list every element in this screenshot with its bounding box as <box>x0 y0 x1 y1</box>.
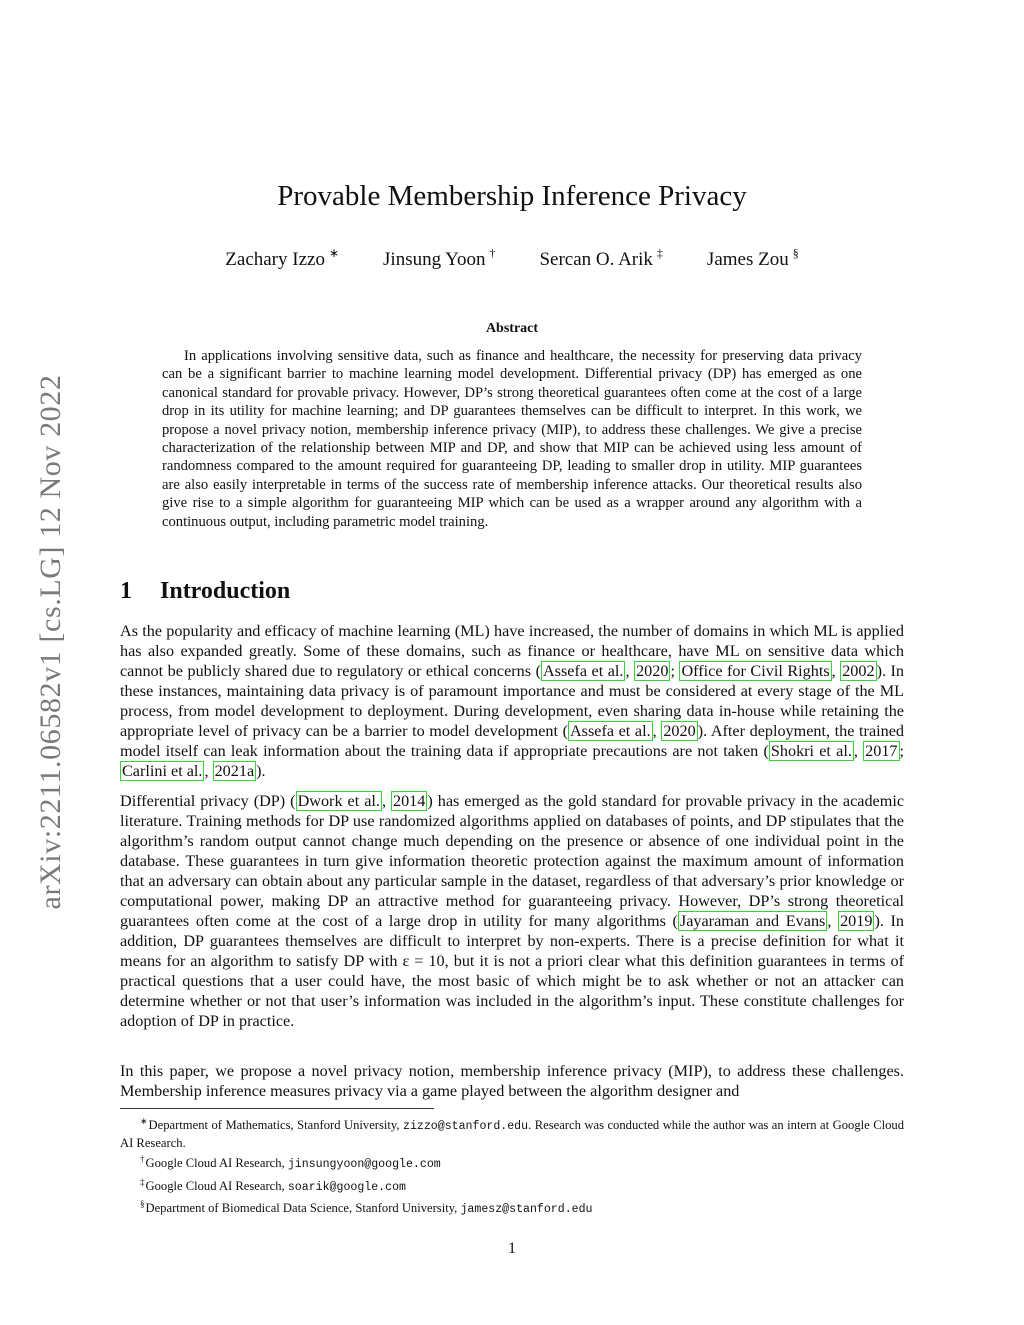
author-footnote-mark[interactable]: ‡ <box>656 246 663 260</box>
citation-link[interactable]: Dwork et al. <box>297 792 380 810</box>
footnote-mark: ‡ <box>140 1176 145 1187</box>
footnote-mark: † <box>140 1154 145 1165</box>
author-name: James Zou <box>706 249 789 270</box>
paragraph-text: , <box>204 762 213 780</box>
footnote-text: Google Cloud AI Research, <box>145 1178 288 1193</box>
arxiv-identifier-stamp <box>34 346 68 938</box>
footnote-email[interactable]: jinsungyoon@google.com <box>287 1158 441 1172</box>
author-izzo <box>225 246 339 271</box>
footnote-text: Department of Mathematics, Stanford University, <box>148 1118 404 1132</box>
citation-link[interactable]: 2019 <box>840 912 873 930</box>
abstract-heading: Abstract <box>485 321 539 336</box>
abstract-body: In applications involving sensitive data, such as finance and healthcare, the necessity for preserving data privacy can be a significant barrier to machine learning model development. Differential privacy (DP) has emerged as one canonical standard for provable privacy. However, DP’s strong theoretical guarantees often come at the cost of a large drop in its utility for machine learning; and DP guarantees themselves can be difficult to interpret. In this work, we propose a novel privacy notion, membership inference privacy (MIP), to address these challenges. We give a precise characterization of the relationship between MIP and DP, and show that MIP can be achieved using less amount of randomness compared to the amount required for guaranteeing DP, leading to smaller drop in utility. MIP guarantees are also easily interpretable in terms of the success rate of membership inference attacks. Our theoretical results also give rise to a simple algorithm for guaranteeing MIP which can be used as a wrapper around any algorithm with a continuous output, including parametric model training. <box>162 348 862 530</box>
paragraph-text: , <box>853 742 864 760</box>
citation-link[interactable]: Office for Civil Rights <box>681 662 830 680</box>
citation-link[interactable]: Jayaraman and Evans <box>679 912 826 930</box>
footnote-email[interactable]: jamesz@stanford.edu <box>460 1202 593 1216</box>
citation-link[interactable]: 2002 <box>842 662 875 680</box>
author-list <box>120 246 904 271</box>
footnote-2 <box>120 1151 904 1173</box>
footnote-mark: ∗ <box>140 1116 148 1126</box>
paragraph-text: ). <box>256 762 266 780</box>
paragraph-text: ). After deployment, the trained model itself can leak information about the training data if appropriate precautions are not taken ( <box>120 722 904 760</box>
footnotes <box>120 1113 904 1218</box>
citation-link[interactable]: 2020 <box>636 662 669 680</box>
paragraph-text: ). In these instances, maintaining data privacy is of paramount importance and must be considered at every stage of the ML process, from model development to deployment. During development, even sharing data in-house while retaining the appropriate level of privacy can be a barrier to model development ( <box>120 662 905 740</box>
paragraph-text: ) has emerged as the gold standard for provable privacy in the academic literature. Training methods for DP use randomized algorithms applied on databases of points, and DP stipulates that the algorithm’s random output cannot change much depending on the presence or absence of one individual point in the database. These guarantees in turn give information theoretic protection against the maximum amount of information that an adversary can obtain about any particular sample in the dataset, regardless of that adversary’s prior knowledge or computational power, making DP an attractive method for guaranteeing privacy. However, DP’s strong theoretical guarantees often come at the cost of a large drop in utility for many algorithms ( <box>120 792 905 930</box>
arxiv-identifier-text: arXiv:2211.06582v1 [cs.LG] 12 Nov 2022 <box>34 374 67 910</box>
intro-paragraph-2 <box>120 791 904 1031</box>
footnote-3 <box>120 1174 904 1196</box>
section-title: Introduction <box>160 578 291 604</box>
paragraph-text: ; <box>670 662 680 680</box>
author-footnote-mark[interactable]: § <box>792 246 799 260</box>
paragraph-text: , <box>827 912 839 930</box>
paragraph-text: As the popularity and efficacy of machine learning (ML) have increased, the number of domains in which ML is applied has also expanded greatly. Some of these domains, such as finance or healthcare, have ML on sensitive data which cannot be publicly shared due to regulatory or ethical concerns ( <box>120 622 904 680</box>
paragraph-text: ). In addition, DP guarantees themselves are difficult to interpret by non-experts. There is a precise definition for what it means for an algorithm to satisfy DP with ε = 10, but it is not a priori clear what this definition guarantees in terms of practical questions that a user could have, the most basic of which might be to ask whether or not an attacker can determine whether or not that user’s information was included in the algorithm’s input. These constitute challenges for adoption of DP in practice. <box>120 912 905 1030</box>
footnote-text: Google Cloud AI Research, <box>145 1156 288 1171</box>
footnote-email[interactable]: soarik@google.com <box>287 1180 406 1194</box>
footnote-text: . Research was conducted while the author was an intern at Google Cloud AI Research. <box>120 1118 904 1151</box>
citation-link[interactable]: 2014 <box>392 792 426 810</box>
citation-link[interactable]: Assefa et al. <box>542 662 624 680</box>
paragraph-text: , <box>831 662 841 680</box>
author-zou <box>707 246 799 271</box>
footnote-1 <box>120 1113 904 1151</box>
citation-link[interactable]: 2020 <box>663 722 696 740</box>
citation-link[interactable]: 2017 <box>865 742 898 760</box>
paragraph-text: , <box>652 722 662 740</box>
author-arik <box>539 246 662 271</box>
citation-link[interactable]: Shokri et al. <box>770 742 852 760</box>
author-name: Sercan O. Arik <box>539 249 653 270</box>
author-yoon <box>383 246 495 271</box>
intro-paragraph-1 <box>120 621 904 781</box>
paragraph-text: , <box>625 662 635 680</box>
section-heading-introduction <box>120 578 290 605</box>
footnote-divider <box>120 1108 434 1109</box>
section-number: 1 <box>120 578 132 604</box>
author-name: Zachary Izzo <box>225 249 325 270</box>
intro-paragraph-3: In this paper, we propose a novel privacy notion, membership inference privacy (MIP), to address these challenges. Membership inference measures privacy via a game played between the algorithm designer and <box>120 1062 904 1100</box>
author-footnote-mark[interactable]: ∗ <box>328 246 340 260</box>
paper-title: Provable Membership Inference Privacy <box>277 180 747 212</box>
page-number: 1 <box>508 1240 516 1257</box>
paragraph-text: ; <box>899 742 904 760</box>
author-name: Jinsung Yoon <box>383 249 486 270</box>
footnote-4 <box>120 1196 904 1218</box>
paragraph-text: Differential privacy (DP) ( <box>120 792 296 810</box>
citation-link[interactable]: Carlini et al. <box>122 762 203 780</box>
citation-link[interactable]: 2021a <box>214 762 255 780</box>
footnote-mark: § <box>140 1198 145 1209</box>
footnote-email[interactable]: zizzo@stanford.edu <box>403 1120 529 1133</box>
paragraph-text: , <box>381 792 391 810</box>
citation-link[interactable]: Assefa et al. <box>569 722 651 740</box>
author-footnote-mark[interactable]: † <box>489 246 496 260</box>
footnote-text: Department of Biomedical Data Science, Stanford University, <box>145 1200 461 1215</box>
